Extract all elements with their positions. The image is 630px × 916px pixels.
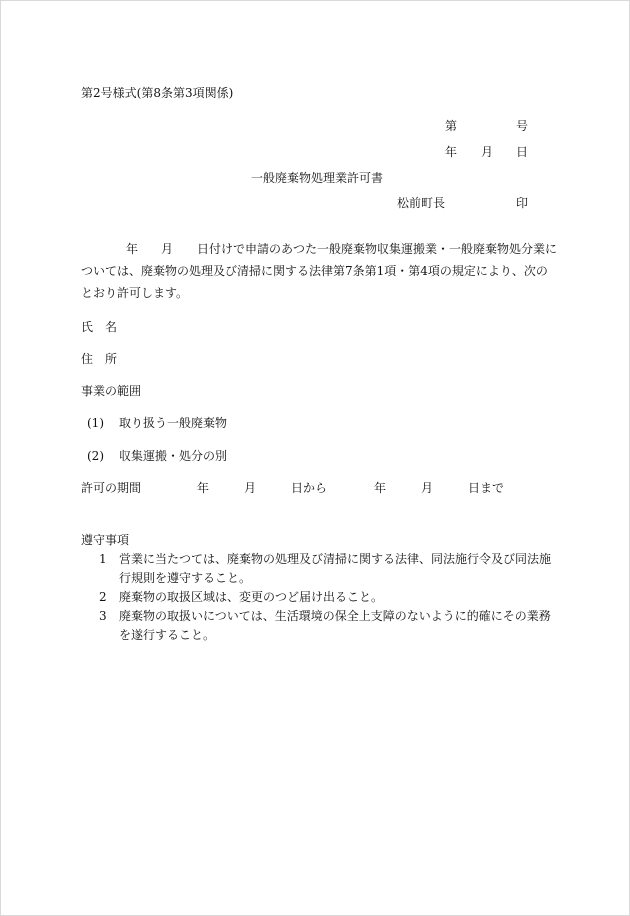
compliance-title: 遵守事項 — [81, 533, 130, 547]
document-title: 一般廃棄物処理業許可書 — [251, 171, 384, 185]
compliance-item-text: 廃棄物の取扱いについては、生活環境の保全上支障のないように的確にその業務を遂行すること。 — [119, 609, 551, 642]
address-label: 住 所 — [81, 352, 118, 366]
name-label: 氏 名 — [81, 320, 118, 334]
period-label: 許可の期間 — [81, 481, 142, 495]
number-suffix: 号 — [516, 119, 529, 133]
period-from-day: 日から — [291, 481, 328, 495]
body-date-month: 月 — [161, 242, 174, 256]
scope-item-1-num: (1) — [87, 416, 104, 430]
date-year: 年 — [445, 145, 458, 159]
period-from-year: 年 — [197, 481, 210, 495]
body-text-line1: 日付けで申請のあつた一般廃棄物収集運搬業・一般廃棄物処分業に — [197, 242, 558, 256]
period-to-year: 年 — [374, 481, 387, 495]
compliance-item — [81, 550, 561, 588]
scope-item-2-label: 収集運搬・処分の別 — [119, 449, 228, 463]
compliance-item — [81, 588, 561, 607]
compliance-item-num: 1 — [99, 552, 107, 566]
body-text-rest: ついては、廃棄物の処理及び清掃に関する法律第7条第1項・第4項の規定により、次のとおり許可します。 — [81, 264, 548, 300]
period-to-day: 日まで — [468, 481, 505, 495]
period-to-month: 月 — [421, 481, 434, 495]
compliance-section — [81, 531, 561, 645]
compliance-item-text: 営業に当たつては、廃棄物の処理及び清掃に関する法律、同法施行令及び同法施行規則を遵守すること。 — [119, 552, 552, 585]
form-label: 第2号様式(第8条第3項関係) — [81, 86, 234, 100]
compliance-item-num: 3 — [99, 609, 107, 623]
compliance-item-text: 廃棄物の取扱区域は、変更のつど届け出ること。 — [119, 590, 384, 604]
number-prefix: 第 — [445, 119, 458, 133]
scope-item-1-label: 取り扱う一般廃棄物 — [119, 416, 228, 430]
issuer-name: 松前町長 — [397, 196, 446, 210]
period-from-month: 月 — [244, 481, 257, 495]
body-date-year: 年 — [126, 242, 139, 256]
date-day: 日 — [516, 145, 529, 159]
compliance-item-num: 2 — [99, 590, 107, 604]
scope-label: 事業の範囲 — [81, 384, 142, 398]
issuer-seal: 印 — [516, 196, 529, 210]
scope-item-2-num: (2) — [87, 449, 104, 463]
compliance-item — [81, 607, 561, 645]
date-month: 月 — [481, 145, 494, 159]
